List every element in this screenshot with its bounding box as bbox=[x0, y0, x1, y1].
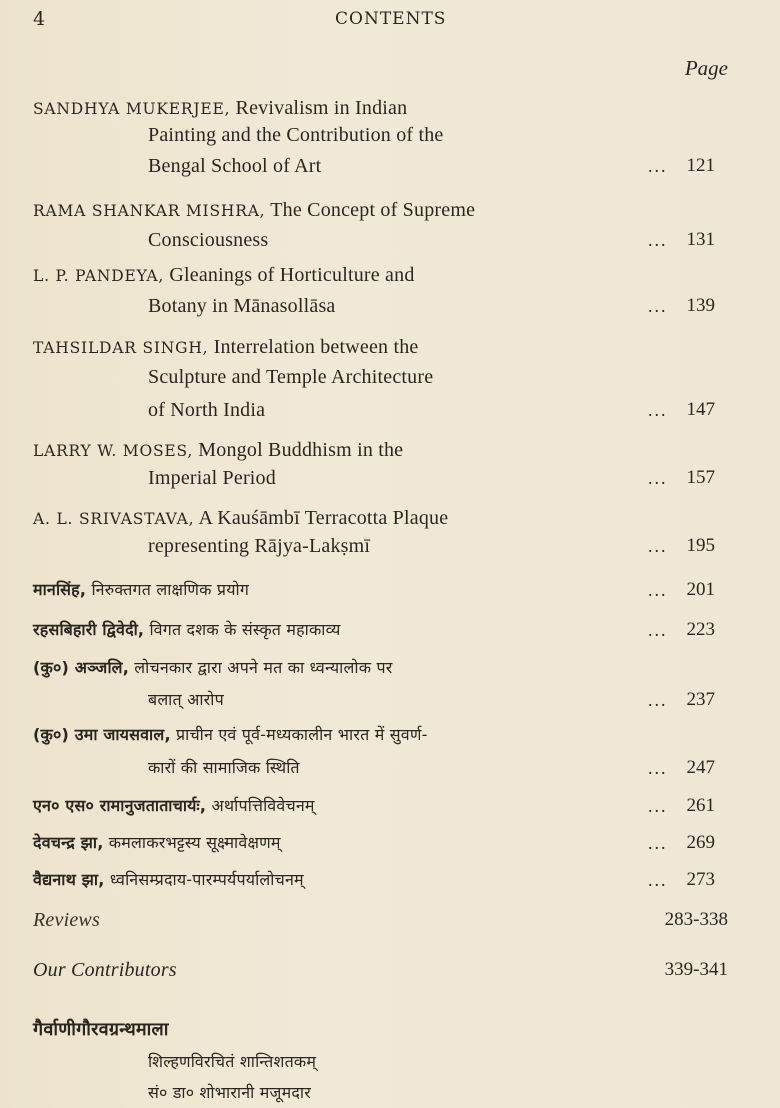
entry-line bbox=[33, 195, 475, 226]
entry-page-number: 223 bbox=[686, 619, 715, 640]
entry-line bbox=[148, 463, 276, 493]
series-title: गैर्वाणीगौरवग्रन्थमाला bbox=[33, 1019, 169, 1040]
entry-title: Botany in Mānasollāsa bbox=[148, 295, 336, 317]
entry-title: कारों की सामाजिक स्थिति bbox=[148, 758, 300, 777]
leader-dots: ... bbox=[648, 468, 668, 488]
entry-line bbox=[33, 653, 393, 683]
leader-dots: ... bbox=[648, 230, 668, 250]
entry-author: (कु०) अञ्जलि, bbox=[33, 658, 129, 677]
entry-author: एन० एस० रामानुजताताचार्यः, bbox=[33, 796, 207, 815]
entry-title: बलात् आरोप bbox=[148, 690, 224, 709]
entry-title: Revivalism in Indian bbox=[235, 97, 408, 119]
entry-line bbox=[33, 865, 304, 895]
series-work: शिल्हणविरचितं शान्तिशतकम् bbox=[148, 1052, 317, 1071]
entry-line bbox=[33, 260, 415, 291]
entry-line bbox=[148, 531, 370, 561]
entry-title: Mongol Buddhism in the bbox=[198, 439, 404, 461]
entry-line bbox=[148, 685, 224, 715]
entry-title: The Concept of Supreme bbox=[270, 199, 476, 221]
entry-page-number: 131 bbox=[686, 229, 715, 250]
entry-page-number: 157 bbox=[686, 467, 715, 488]
entry-line bbox=[33, 503, 448, 534]
section-contributors-pages: 339-341 bbox=[664, 959, 728, 980]
entry-page-number: 261 bbox=[686, 795, 715, 816]
entry-title: Bengal School of Art bbox=[148, 155, 322, 177]
leader-dots: ... bbox=[648, 620, 668, 640]
entry-author: TAHSILDAR SINGH, bbox=[33, 339, 209, 357]
entry-author: SANDHYA MUKERJEE, bbox=[33, 100, 231, 118]
entry-page-number: 139 bbox=[686, 295, 715, 316]
entry-line bbox=[148, 151, 321, 181]
entry-page-number: 247 bbox=[686, 757, 715, 778]
entry-line bbox=[148, 753, 300, 783]
page-column-label: Page bbox=[684, 56, 728, 80]
entry-author: L. P. PANDEYA, bbox=[33, 267, 165, 285]
entry-title: Consciousness bbox=[148, 229, 269, 251]
entry-page-number: 195 bbox=[686, 535, 715, 556]
entry-author: रहसबिहारी द्विवेदी, bbox=[33, 620, 145, 639]
page-number: 4 bbox=[33, 8, 46, 30]
entry-title: लोचनकार द्वारा अपने मत का ध्वन्यालोक पर bbox=[134, 658, 393, 677]
entry-title: निरुक्तगत लाक्षणिक प्रयोग bbox=[91, 580, 250, 599]
entry-title: Sculpture and Temple Architecture bbox=[148, 366, 434, 388]
entry-line bbox=[148, 225, 268, 255]
entry-author: (कु०) उमा जायसवाल, bbox=[33, 725, 171, 744]
entry-line bbox=[148, 362, 433, 392]
leader-dots: ... bbox=[648, 400, 668, 420]
section-reviews-pages: 283-338 bbox=[664, 909, 728, 930]
leader-dots: ... bbox=[648, 156, 668, 176]
leader-dots: ... bbox=[648, 536, 668, 556]
leader-dots: ... bbox=[648, 796, 668, 816]
entry-author: LARRY W. MOSES, bbox=[33, 442, 194, 460]
leader-dots: ... bbox=[648, 870, 668, 890]
series-editor: सं० डा० शोभारानी मजूमदार bbox=[148, 1083, 311, 1102]
entry-page-number: 121 bbox=[686, 155, 715, 176]
leader-dots: ... bbox=[648, 580, 668, 600]
entry-author: A. L. SRIVASTAVA, bbox=[33, 510, 195, 528]
entry-line bbox=[33, 435, 403, 466]
entry-line bbox=[33, 828, 281, 858]
entry-line bbox=[33, 791, 315, 821]
entry-line bbox=[33, 720, 428, 750]
entry-title: Interrelation between the bbox=[213, 336, 419, 358]
leader-dots: ... bbox=[648, 758, 668, 778]
entry-title: A Kauśāmbī Terracotta Plaque bbox=[198, 507, 449, 529]
entry-page-number: 269 bbox=[686, 832, 715, 853]
entry-title: representing Rājya-Lakṣmī bbox=[148, 535, 371, 557]
entry-author: मानसिंह, bbox=[33, 580, 87, 599]
section-reviews-label: Reviews bbox=[33, 909, 100, 931]
entry-page-number: 147 bbox=[686, 399, 715, 420]
entry-author: वैद्यनाथ झा, bbox=[33, 870, 105, 889]
entry-title: प्राचीन एवं पूर्व-मध्यकालीन भारत में सुवर्ण- bbox=[176, 725, 428, 744]
section-contributors-label: Our Contributors bbox=[33, 959, 177, 981]
entry-line bbox=[148, 395, 265, 425]
entry-line bbox=[148, 291, 336, 321]
entry-page-number: 237 bbox=[686, 689, 715, 710]
entry-page-number: 273 bbox=[686, 869, 715, 890]
entry-title: of North India bbox=[148, 399, 266, 421]
entry-title: Gleanings of Horticulture and bbox=[169, 264, 415, 286]
entry-author: RAMA SHANKAR MISHRA, bbox=[33, 202, 266, 220]
entry-page-number: 201 bbox=[686, 579, 715, 600]
entry-title: कमलाकरभट्टस्य सूक्ष्मावेक्षणम् bbox=[108, 833, 281, 852]
entry-author: देवचन्द्र झा, bbox=[33, 833, 104, 852]
entry-title: ध्वनिसम्प्रदाय-पारम्पर्यपर्यालोचनम् bbox=[109, 870, 304, 889]
entry-line bbox=[33, 615, 341, 645]
entry-title: अर्थापत्तिविवेचनम् bbox=[211, 796, 315, 815]
leader-dots: ... bbox=[648, 296, 668, 316]
page-title: CONTENTS bbox=[335, 9, 447, 29]
entry-title: Imperial Period bbox=[148, 467, 276, 489]
leader-dots: ... bbox=[648, 690, 668, 710]
entry-title: Painting and the Contribution of the bbox=[148, 124, 444, 146]
entry-line bbox=[33, 332, 419, 363]
entry-line bbox=[148, 120, 444, 150]
entry-title: विगत दशक के संस्कृत महाकाव्य bbox=[149, 620, 341, 639]
leader-dots: ... bbox=[648, 833, 668, 853]
entry-line bbox=[33, 575, 249, 605]
